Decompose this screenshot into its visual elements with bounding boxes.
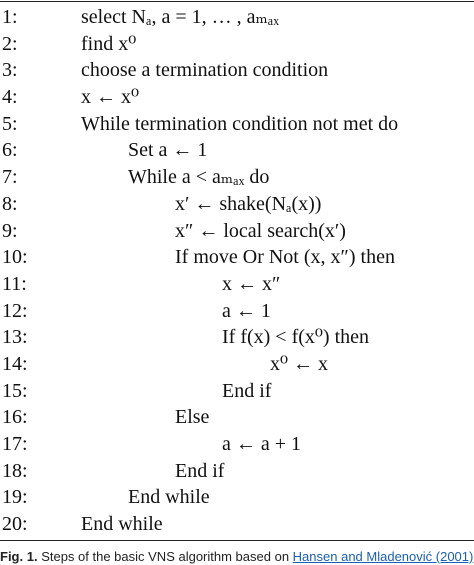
- algorithm-line: [0, 111, 474, 138]
- line-code: x″ ← local search(x′): [175, 219, 346, 242]
- line-code: End while: [81, 513, 163, 536]
- algorithm-line: [0, 244, 474, 271]
- algorithm-line: [0, 511, 474, 538]
- line-code: x ← x⁰: [81, 86, 140, 109]
- line-number: 9:: [2, 219, 18, 242]
- line-code: While termination condition not met do: [81, 112, 399, 135]
- line-code: Set a ← 1: [128, 139, 208, 162]
- line-code: select Nₐ, a = 1, … , aₘₐₓ: [81, 6, 280, 28]
- algorithm-listing: [0, 4, 474, 538]
- line-code: x′ ← shake(Nₐ(x)): [175, 192, 322, 215]
- line-number: 14:: [2, 352, 28, 375]
- line-number: 18:: [2, 459, 28, 482]
- algorithm-line: [0, 218, 474, 245]
- algorithm-line: [0, 431, 474, 458]
- algorithm-line: [0, 298, 474, 325]
- line-number: 1:: [2, 6, 18, 28]
- line-code: If move Or Not (x, x″) then: [175, 246, 395, 269]
- line-code: While a < aₘₐₓ do: [128, 166, 270, 189]
- algorithm-line: [0, 484, 474, 511]
- line-number: 11:: [2, 272, 27, 295]
- line-number: 3:: [2, 59, 18, 82]
- algorithm-line: [0, 84, 474, 111]
- line-code: find x⁰: [81, 32, 137, 55]
- line-code: x⁰ ← x: [270, 352, 329, 375]
- line-number: 17:: [2, 433, 28, 455]
- algorithm-line: [0, 378, 474, 405]
- line-code: a ← 1: [222, 299, 271, 322]
- line-number: 16:: [2, 406, 28, 429]
- line-number: 2:: [2, 32, 18, 55]
- line-code: Else: [175, 406, 210, 429]
- line-number: 10:: [2, 246, 28, 269]
- algorithm-line: [0, 324, 474, 351]
- figure-caption: [0, 549, 474, 565]
- line-number: 12:: [2, 299, 28, 322]
- algorithm-line: [0, 137, 474, 164]
- line-number: 7:: [2, 166, 18, 189]
- caption-label: Fig. 1.: [0, 549, 38, 564]
- line-code: End if: [222, 379, 272, 402]
- line-number: 8:: [2, 192, 18, 215]
- algorithm-line: [0, 271, 474, 298]
- algorithm-line: [0, 404, 474, 431]
- line-number: 20:: [2, 513, 28, 536]
- line-code: End if: [175, 459, 225, 482]
- caption-text: Steps of the basic VNS algorithm based on: [41, 549, 293, 564]
- algorithm-line: [0, 4, 474, 31]
- line-code: End while: [128, 486, 210, 509]
- line-number: 19:: [2, 486, 28, 509]
- line-number: 5:: [2, 112, 18, 135]
- line-code: choose a termination condition: [81, 59, 329, 82]
- algorithm-line: [0, 31, 474, 58]
- line-code: If f(x) < f(x⁰) then: [222, 326, 370, 349]
- line-number: 13:: [2, 326, 28, 349]
- top-rule: [0, 1, 474, 2]
- bottom-rule: [0, 540, 474, 541]
- algorithm-line: [0, 164, 474, 191]
- line-number: 6:: [2, 139, 18, 162]
- algorithm-line: [0, 458, 474, 485]
- line-number: 4:: [2, 86, 18, 109]
- line-code: x ← x″: [222, 272, 281, 295]
- algorithm-line: [0, 57, 474, 84]
- caption-reference-link[interactable]: Hansen and Mladenović (2001): [292, 549, 474, 564]
- algorithm-line: [0, 351, 474, 378]
- algorithm-line: [0, 191, 474, 218]
- line-number: 15:: [2, 379, 28, 402]
- line-code: a ← a + 1: [222, 433, 302, 455]
